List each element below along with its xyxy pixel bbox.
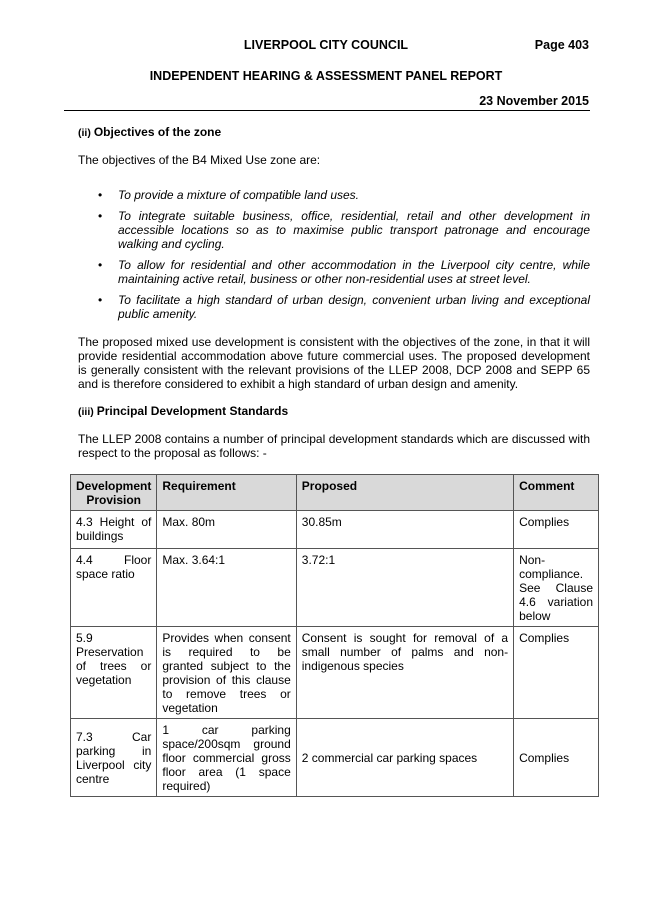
cell-requirement: 1 car parking space/200sqm ground floor commercial gross floor area (1 space required) xyxy=(157,719,296,797)
header-report-title: INDEPENDENT HEARING & ASSESSMENT PANEL REPORT xyxy=(149,69,503,83)
column-header-comment: Comment xyxy=(514,475,599,511)
objectives-conclusion: The proposed mixed use development is consistent with the objectives of the zone, in that it will provide residential accommodation above future commercial uses. The proposed development is generally consistent with the relevant provisions of the LLEP 2008, DCP 2008 and SEPP 65 and is therefore considered to exhibit a high standard of urban design and amenity. xyxy=(78,335,590,391)
standards-section-number: (iii) xyxy=(78,406,94,418)
header-council: LIVERPOOL CITY COUNCIL xyxy=(243,38,409,52)
standards-section-title: Principal Development Standards xyxy=(96,404,289,418)
table-row xyxy=(71,627,599,719)
cell-requirement: Provides when consent is required to be granted subject to the provision of this clause to remove trees or vegetation xyxy=(157,627,296,719)
cell-proposed: 30.85m xyxy=(296,511,513,549)
objectives-list xyxy=(78,188,590,321)
column-header-provision: Development Provision xyxy=(71,475,157,511)
column-header-proposed: Proposed xyxy=(296,475,513,511)
standards-table xyxy=(70,474,599,797)
header-date: 23 November 2015 xyxy=(479,94,589,108)
objective-text: To provide a mixture of compatible land uses. xyxy=(118,188,360,202)
standards-heading xyxy=(78,404,590,419)
bullet-icon: • xyxy=(98,258,103,272)
bullet-icon: • xyxy=(98,209,103,223)
objective-item xyxy=(78,188,590,202)
cell-proposed: 3.72:1 xyxy=(296,549,513,627)
objectives-list-container xyxy=(78,188,590,328)
cell-proposed: 2 commercial car parking spaces xyxy=(296,719,513,797)
table-header-row xyxy=(71,475,599,511)
cell-comment: Complies xyxy=(514,719,599,797)
cell-provision: 7.3 Car parking in Liverpool city centre xyxy=(71,719,157,797)
objectives-section-title: Objectives of the zone xyxy=(93,125,222,139)
objective-text: To allow for residential and other accommodation in the Liverpool city centre, while maintaining active retail, business or other non-residential uses at street level. xyxy=(118,258,590,286)
standards-intro: The LLEP 2008 contains a number of principal development standards which are discussed with respect to the proposal as follows: - xyxy=(78,432,590,460)
column-header-requirement: Requirement xyxy=(157,475,296,511)
cell-comment: Complies xyxy=(514,627,599,719)
table-row xyxy=(71,719,599,797)
table-row xyxy=(71,549,599,627)
objective-text: To integrate suitable business, office, residential, retail and other development in accessible locations so as to maximise public transport patronage and encourage walking and cycling. xyxy=(118,209,590,251)
header-divider xyxy=(64,110,590,111)
cell-provision: 5.9 Preservation of trees or vegetation xyxy=(71,627,157,719)
cell-provision: 4.3 Height of buildings xyxy=(71,511,157,549)
header-page-number: Page 403 xyxy=(534,38,589,52)
cell-requirement: Max. 80m xyxy=(157,511,296,549)
cell-requirement: Max. 3.64:1 xyxy=(157,549,296,627)
objective-text: To facilitate a high standard of urban design, convenient urban living and exceptional public amenity. xyxy=(118,293,590,321)
objectives-section-number: (ii) xyxy=(78,127,91,139)
objectives-intro: The objectives of the B4 Mixed Use zone are: xyxy=(78,153,321,167)
objective-item xyxy=(78,209,590,251)
cell-provision: 4.4 Floor space ratio xyxy=(71,549,157,627)
cell-comment: Non-compliance. See Clause 4.6 variation below xyxy=(514,549,599,627)
cell-comment: Complies xyxy=(514,511,599,549)
objective-item xyxy=(78,293,590,321)
objectives-heading xyxy=(78,125,590,140)
objective-item xyxy=(78,258,590,286)
cell-proposed: Consent is sought for removal of a small number of palms and non-indigenous species xyxy=(296,627,513,719)
bullet-icon: • xyxy=(98,293,103,307)
bullet-icon: • xyxy=(98,188,103,202)
table-row xyxy=(71,511,599,549)
